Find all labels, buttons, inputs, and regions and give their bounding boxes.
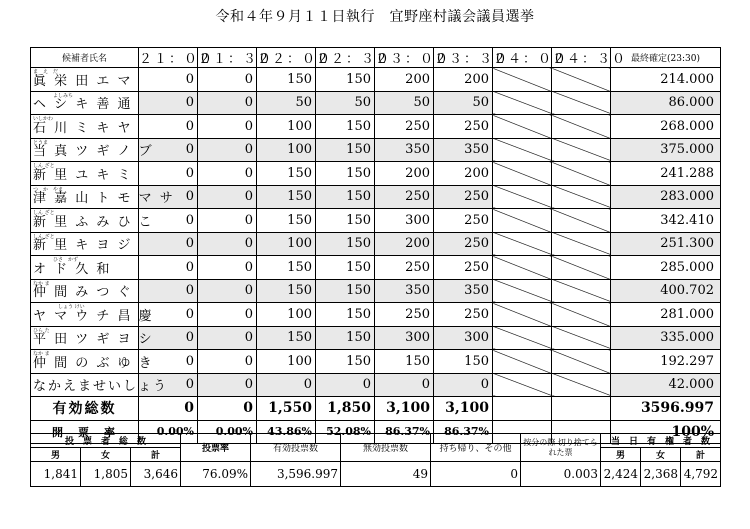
- struck-cell: [493, 115, 552, 139]
- candidate-name-cell: [31, 256, 139, 280]
- rate-value: 0.00%: [198, 420, 257, 444]
- final-count: 214.000: [611, 68, 721, 92]
- vote-count: 250: [434, 115, 493, 139]
- vote-count: 0: [139, 209, 198, 233]
- vote-count: 150: [316, 256, 375, 280]
- candidate-name: 新 里 ユ キ ミ: [33, 167, 133, 183]
- vote-count: 250: [434, 256, 493, 280]
- vote-count: 0: [139, 138, 198, 162]
- candidate-ruby: しん ざと: [33, 210, 55, 216]
- vote-count: 250: [434, 232, 493, 256]
- candidate-ruby: よしみち: [33, 92, 74, 99]
- eligible-label: 当 日 有 権 者 数: [601, 434, 721, 448]
- vote-count: 0: [198, 91, 257, 115]
- vote-count: 0: [198, 209, 257, 233]
- vote-count: 0: [139, 303, 198, 327]
- final-count: 283.000: [611, 185, 721, 209]
- vote-count: 0: [198, 350, 257, 374]
- struck-cell: [552, 115, 611, 139]
- vote-count: 300: [375, 326, 434, 350]
- vote-count: 50: [434, 91, 493, 115]
- time-header: ２１：３０: [198, 48, 257, 68]
- vote-count: 250: [375, 185, 434, 209]
- candidate-name: なかえませいしょう: [33, 379, 169, 395]
- total-label: 計: [131, 448, 181, 462]
- candidate-ruby: ま え だ: [33, 69, 59, 75]
- struck-cell: [493, 162, 552, 186]
- vote-count: 300: [375, 209, 434, 233]
- female-label: 女: [641, 448, 681, 462]
- time-header: ２３：３０: [434, 48, 493, 68]
- candidate-row: [31, 326, 721, 350]
- candidate-name: ヤ マ ウ チ 昌 慶: [33, 308, 154, 324]
- candidate-row: [31, 115, 721, 139]
- vote-count: 150: [316, 326, 375, 350]
- vote-count: 350: [434, 138, 493, 162]
- total-value: 3,100: [375, 397, 434, 421]
- vote-count: 150: [257, 68, 316, 92]
- vote-count: 0: [198, 162, 257, 186]
- time-header: ２２：００: [257, 48, 316, 68]
- candidate-row: [31, 350, 721, 374]
- candidate-name-cell: [31, 138, 154, 162]
- vote-count: 150: [316, 162, 375, 186]
- vote-count: 250: [375, 115, 434, 139]
- struck-cell: [493, 303, 552, 327]
- struck-cell: [493, 91, 552, 115]
- final-count: 285.000: [611, 256, 721, 280]
- turnout-label: 投票率: [181, 434, 251, 462]
- candidate-ruby: ひさ かず: [33, 257, 79, 263]
- vote-count: 0: [139, 279, 198, 303]
- vote-count: 250: [434, 185, 493, 209]
- name-header: 候補者氏名: [31, 48, 139, 68]
- vote-count: 150: [316, 232, 375, 256]
- struck-cell: [552, 232, 611, 256]
- time-header: ２２：３０: [316, 48, 375, 68]
- candidate-name: 仲 間 み つ ぐ: [33, 285, 133, 301]
- vote-count: 150: [316, 279, 375, 303]
- rounding-label: 按分の際 切り捨てられた票: [521, 434, 601, 462]
- vote-count: 50: [257, 91, 316, 115]
- struck-cell: [493, 185, 552, 209]
- vote-count: 350: [375, 138, 434, 162]
- total-label: 計: [681, 448, 721, 462]
- vote-count: 0: [139, 350, 198, 374]
- final-count: 281.000: [611, 303, 721, 327]
- vote-count: 0: [139, 232, 198, 256]
- vote-count: 0: [198, 185, 257, 209]
- struck-cell: [493, 232, 552, 256]
- rate-value: 43.86%: [257, 420, 316, 444]
- voters-total: 3,646: [131, 462, 181, 487]
- vote-count: 0: [198, 115, 257, 139]
- candidate-row: [31, 279, 721, 303]
- final-count: 42.000: [611, 373, 721, 397]
- vote-count: 0: [198, 326, 257, 350]
- candidate-row: [31, 91, 721, 115]
- candidate-name: オ ド 久 和: [33, 261, 112, 277]
- candidate-row: [31, 256, 721, 280]
- candidate-row: [31, 232, 721, 256]
- candidate-ruby: ひら た: [33, 327, 50, 334]
- vote-count: 0: [139, 326, 198, 350]
- struck-cell: [552, 279, 611, 303]
- final-count: 268.000: [611, 115, 721, 139]
- vote-count: 350: [434, 279, 493, 303]
- vote-count: 0: [316, 373, 375, 397]
- vote-count: 150: [316, 303, 375, 327]
- vote-count: 150: [257, 279, 316, 303]
- vote-count: 250: [375, 303, 434, 327]
- candidate-row: [31, 373, 721, 397]
- total-value: 1,850: [316, 397, 375, 421]
- struck-cell: [493, 326, 552, 350]
- candidate-name-cell: [31, 185, 175, 209]
- header-row: [31, 48, 721, 68]
- vote-count: 300: [434, 326, 493, 350]
- invalid-value: 49: [341, 462, 431, 487]
- vote-count: 150: [257, 326, 316, 350]
- candidate-name: 津 嘉 山 ト モ マ サ: [33, 191, 175, 207]
- empty-cell: [493, 397, 552, 421]
- vote-count: 150: [434, 350, 493, 374]
- vote-count: 0: [198, 232, 257, 256]
- struck-cell: [493, 256, 552, 280]
- candidate-name: 新 里 キ ヨ ジ: [33, 238, 133, 254]
- struck-cell: [493, 209, 552, 233]
- final-count: 251.300: [611, 232, 721, 256]
- candidate-name: 新 里 ふ み ひ こ: [33, 214, 154, 230]
- time-header: ２３：００: [375, 48, 434, 68]
- vote-count: 0: [434, 373, 493, 397]
- total-value: 0: [139, 397, 198, 421]
- total-final: 3596.997: [611, 397, 721, 421]
- vote-count: 350: [375, 279, 434, 303]
- candidate-name-cell: [31, 326, 154, 350]
- vote-count: 150: [257, 209, 316, 233]
- vote-count: 0: [375, 373, 434, 397]
- vote-count: 150: [316, 185, 375, 209]
- vote-count: 200: [375, 68, 434, 92]
- vote-count: 150: [316, 115, 375, 139]
- candidate-name-cell: [31, 303, 154, 327]
- takeaway-value: 0: [431, 462, 521, 487]
- struck-cell: [493, 350, 552, 374]
- final-count: 375.000: [611, 138, 721, 162]
- struck-cell: [552, 68, 611, 92]
- candidate-row: [31, 303, 721, 327]
- final-count: 192.297: [611, 350, 721, 374]
- candidate-name-cell: [31, 91, 139, 115]
- male-label: 男: [601, 448, 641, 462]
- candidate-row: [31, 185, 721, 209]
- vote-count: 50: [375, 91, 434, 115]
- rate-final: 100%: [611, 420, 721, 444]
- total-value: 1,550: [257, 397, 316, 421]
- vote-count: 250: [434, 303, 493, 327]
- voters-male: 1,841: [31, 462, 81, 487]
- candidate-name-cell: [31, 162, 139, 186]
- vote-count: 100: [257, 303, 316, 327]
- vote-count: 100: [257, 138, 316, 162]
- time-header: ２４：３０: [552, 48, 611, 68]
- candidate-row: [31, 68, 721, 92]
- struck-cell: [552, 326, 611, 350]
- struck-cell: [552, 373, 611, 397]
- struck-cell: [552, 91, 611, 115]
- candidate-ruby: いしかわ: [33, 116, 54, 122]
- candidate-name-cell: [31, 115, 139, 139]
- vote-count: 250: [434, 209, 493, 233]
- final-count: 335.000: [611, 326, 721, 350]
- vote-count: 0: [198, 68, 257, 92]
- candidate-name-cell: [31, 68, 139, 92]
- vote-count: 0: [198, 256, 257, 280]
- rate-label: 開 票 率: [31, 420, 139, 444]
- rate-value: 0.00%: [139, 420, 198, 444]
- candidate-name: 仲 間 の ぶ ゆ き: [33, 355, 154, 371]
- struck-cell: [493, 373, 552, 397]
- vote-count: 100: [257, 350, 316, 374]
- final-count: 86.000: [611, 91, 721, 115]
- eligible-female: 2,368: [641, 462, 681, 487]
- vote-count: 100: [257, 232, 316, 256]
- struck-cell: [552, 162, 611, 186]
- vote-count: 150: [316, 138, 375, 162]
- vote-count: 0: [198, 279, 257, 303]
- vote-count: 0: [198, 373, 257, 397]
- vote-count: 0: [139, 185, 198, 209]
- vote-count: 0: [139, 115, 198, 139]
- rate-value: 86.37%: [375, 420, 434, 444]
- candidate-name: 眞 栄 田 エ マ: [33, 73, 133, 89]
- rate-value: 86.37%: [434, 420, 493, 444]
- candidate-row: [31, 162, 721, 186]
- candidate-name: ヘ シ キ 善 通: [33, 97, 133, 113]
- candidate-name: 平 田 ツ ギ ヨ シ: [33, 332, 154, 348]
- female-label: 女: [81, 448, 131, 462]
- time-header: ２１：００: [139, 48, 198, 68]
- vote-count: 200: [434, 162, 493, 186]
- candidate-rows: [31, 68, 721, 397]
- vote-count: 250: [375, 256, 434, 280]
- candidate-name: 当 真 ツ ギ ノ ブ: [33, 144, 154, 160]
- struck-cell: [552, 256, 611, 280]
- vote-count: 50: [316, 91, 375, 115]
- candidate-ruby: なか ま: [33, 280, 50, 287]
- candidate-ruby: なか ま: [33, 351, 50, 357]
- struck-cell: [493, 138, 552, 162]
- voters-label: 投 票 者 総 数: [31, 434, 181, 448]
- candidate-ruby: とうま: [33, 139, 49, 146]
- valid-label: 有効投票数: [251, 434, 341, 462]
- summary-header-row: [31, 434, 721, 448]
- rounding-value: 0.003: [521, 462, 601, 487]
- struck-cell: [552, 138, 611, 162]
- totals-label: 有効総数: [31, 397, 139, 421]
- vote-count: 150: [316, 68, 375, 92]
- candidate-row: [31, 138, 721, 162]
- candidate-ruby: つ か やま: [33, 186, 64, 193]
- vote-count: 200: [375, 232, 434, 256]
- results-table: [30, 47, 721, 444]
- turnout-value: 76.09%: [181, 462, 251, 487]
- candidate-name-cell: [31, 373, 169, 397]
- vote-count: 150: [257, 162, 316, 186]
- vote-count: 200: [375, 162, 434, 186]
- candidate-name-cell: [31, 279, 139, 303]
- time-header: ２４：００: [493, 48, 552, 68]
- vote-count: 0: [139, 91, 198, 115]
- struck-cell: [552, 350, 611, 374]
- final-count: 342.410: [611, 209, 721, 233]
- vote-count: 150: [257, 185, 316, 209]
- empty-cell: [552, 397, 611, 421]
- summary-values-row: [31, 462, 721, 487]
- vote-count: 150: [316, 350, 375, 374]
- vote-count: 0: [198, 138, 257, 162]
- candidate-ruby: しょう けい: [33, 304, 85, 310]
- page-title: 令和４年９月１１日執行 宜野座村議会議員選挙: [215, 9, 535, 25]
- total-value: 0: [198, 397, 257, 421]
- candidate-row: [31, 209, 721, 233]
- vote-count: 150: [316, 209, 375, 233]
- final-header: 最終確定(23:30): [611, 48, 721, 68]
- vote-count: 150: [375, 350, 434, 374]
- struck-cell: [552, 209, 611, 233]
- male-label: 男: [31, 448, 81, 462]
- struck-cell: [552, 185, 611, 209]
- vote-count: 100: [257, 115, 316, 139]
- candidate-name-cell: [31, 350, 154, 374]
- struck-cell: [552, 303, 611, 327]
- valid-value: 3,596.997: [251, 462, 341, 487]
- vote-count: 0: [257, 373, 316, 397]
- takeaway-label: 持ち帰り、その他: [431, 434, 521, 462]
- eligible-male: 2,424: [601, 462, 641, 487]
- totals-row: [31, 397, 721, 421]
- vote-count: 0: [139, 68, 198, 92]
- eligible-total: 4,792: [681, 462, 721, 487]
- struck-cell: [493, 279, 552, 303]
- candidate-ruby: しん ざと: [33, 233, 55, 240]
- vote-count: 0: [139, 162, 198, 186]
- vote-count: 200: [434, 68, 493, 92]
- total-value: 3,100: [434, 397, 493, 421]
- invalid-label: 無効投票数: [341, 434, 431, 462]
- candidate-name-cell: [31, 232, 139, 256]
- vote-count: 0: [139, 373, 198, 397]
- vote-count: 0: [139, 256, 198, 280]
- candidate-ruby: しん ざと: [33, 163, 55, 169]
- candidate-name-cell: [31, 209, 154, 233]
- candidate-name: 石 川 ミ キ ヤ: [33, 120, 133, 136]
- final-count: 400.702: [611, 279, 721, 303]
- voters-female: 1,805: [81, 462, 131, 487]
- rate-value: 52.08%: [316, 420, 375, 444]
- final-count: 241.288: [611, 162, 721, 186]
- vote-count: 150: [257, 256, 316, 280]
- struck-cell: [493, 68, 552, 92]
- vote-count: 0: [198, 303, 257, 327]
- summary-table: [30, 433, 721, 487]
